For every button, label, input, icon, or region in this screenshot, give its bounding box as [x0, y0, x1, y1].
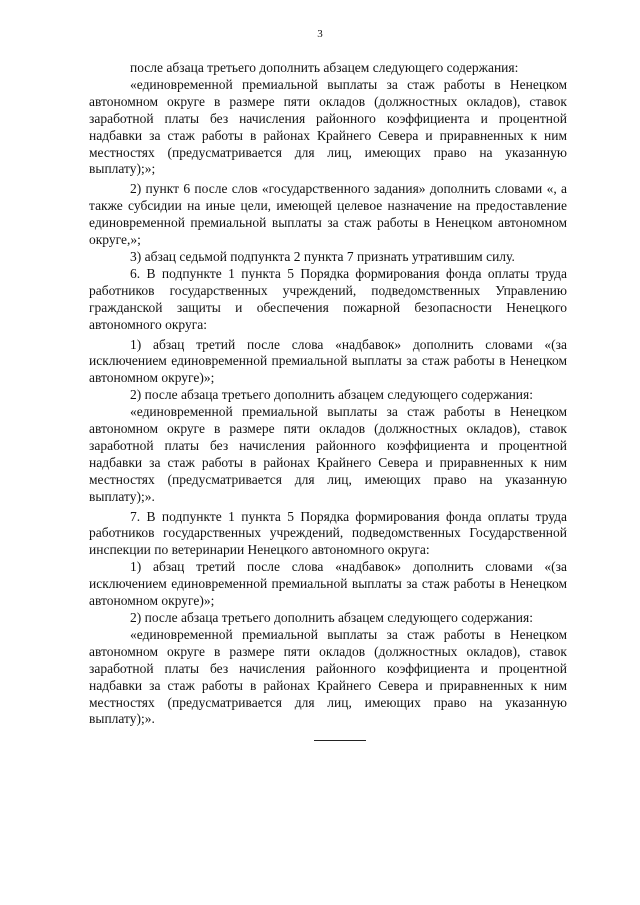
document-body: [89, 60, 567, 728]
paragraph-2: «единовременной премиальной выплаты за стаж работы в Ненецком автономном округе в размере пяти окладов (должностных окладов), ставок заработной платы без начисления районного коэффициента и процентной надбавки за стаж работы в районах Крайнего Севера и приравненных к ним местностях (предусматривается для лиц, имеющих право на указанную выплату);»;: [89, 76, 567, 177]
paragraph-8: «единовременной премиальной выплаты за стаж работы в Ненецком автономном округе в размере пяти окладов (должностных окладов), ставок заработной платы без начисления районного коэффициента и процентной надбавки за стаж работы в районах Крайнего Севера и приравненных к ним местностях (предусматривается для лиц, имеющих право на указанную выплату);».: [89, 404, 567, 504]
paragraph-5: 6. В подпункте 1 пункта 5 Порядка формирования фонда оплаты труда работников государственных учреждений, подведомственных Управлению гражданской защиты и обеспечения пожарной безопасности Ненецкого автономного округа:: [89, 265, 567, 332]
paragraph-7: 2) после абзаца третьего дополнить абзацем следующего содержания:: [130, 387, 533, 403]
paragraph-9: 7. В подпункте 1 пункта 5 Порядка формирования фонда оплаты труда работников государственных учреждений, подведомственных Государственной инспекции по ветеринарии Ненецкого автономного округа:: [89, 508, 567, 558]
paragraph-6: 1) абзац третий после слова «надбавок» дополнить словами «(за исключением единовременной премиальной выплаты за стаж работы в Ненецком автономном округе)»;: [89, 336, 567, 386]
paragraph-11: 2) после абзаца третьего дополнить абзацем следующего содержания:: [130, 610, 533, 625]
paragraph-1: после абзаца третьего дополнить абзацем следующего содержания:: [130, 60, 519, 75]
paragraph-3: 2) пункт 6 после слов «государственного задания» дополнить словами «, а также субсидии на иные цели, имеющей целевое назначение на предоставление единовременной премиальной выплаты за стаж работы в Ненецком автономном округе,»;: [89, 181, 567, 248]
paragraph-12: «единовременной премиальной выплаты за стаж работы в Ненецком автономном округе в размере пяти окладов (должностных окладов), ставок заработной платы без начисления районного коэффициента и процентной надбавки за стаж работы в районах Крайнего Севера и приравненных к ним местностях (предусматривается для лиц, имеющих право на указанную выплату);».: [89, 626, 567, 727]
page-number: 3: [317, 28, 323, 40]
paragraph-4: 3) абзац седьмой подпункта 2 пункта 7 признать утратившим силу.: [130, 248, 515, 264]
end-divider: [314, 740, 366, 741]
paragraph-10: 1) абзац третий после слова «надбавок» дополнить словами «(за исключением единовременной премиальной выплаты за стаж работы в Ненецком автономном округе)»;: [89, 559, 567, 609]
